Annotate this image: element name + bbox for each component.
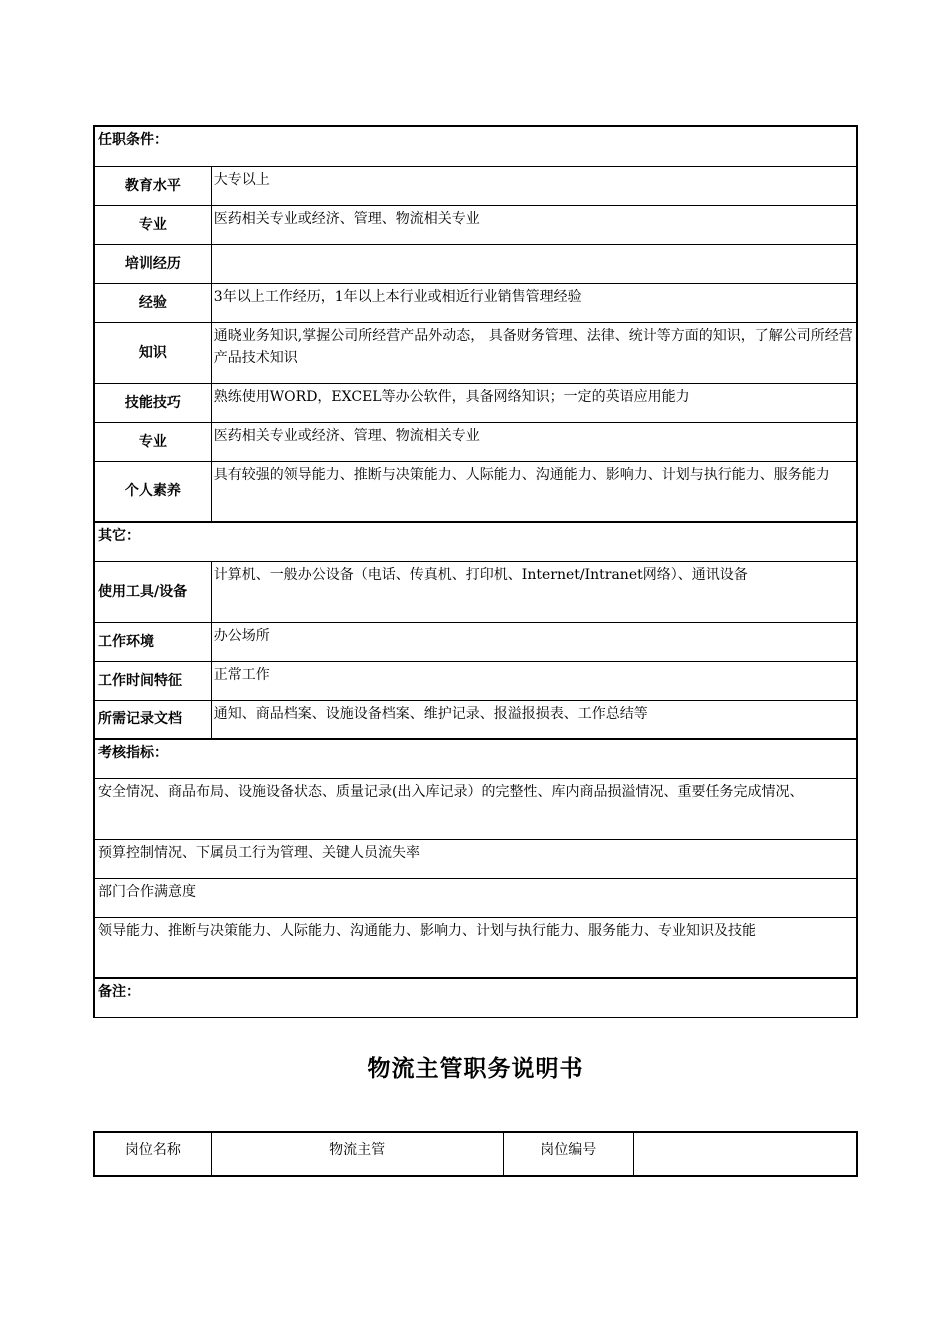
- table-row: [94, 166, 857, 205]
- row-label: 所需记录文档: [94, 700, 211, 739]
- position-code-value: [633, 1132, 857, 1176]
- job-requirements-table: [93, 125, 858, 1018]
- document-title: 物流主管职务说明书: [367, 1056, 584, 1082]
- table-row: [94, 422, 857, 461]
- row-label: 技能技巧: [94, 383, 211, 422]
- section-assessment: [94, 739, 857, 778]
- row-label: 工作环境: [94, 622, 211, 661]
- assessment-item: 安全情况、商品布局、设施设备状态、质量记录(出入库记录）的完整性、库内商品损溢情况、重要任务完成情况、: [94, 778, 857, 839]
- section-remarks: [94, 978, 857, 1017]
- list-item: [94, 917, 857, 978]
- list-item: [94, 778, 857, 839]
- section-header: 任职条件：: [94, 126, 857, 166]
- list-item: [94, 878, 857, 917]
- row-value: 医药相关专业或经济、管理、物流相关专业: [211, 205, 857, 244]
- row-label: 专业: [94, 205, 211, 244]
- position-code-label: 岗位编号: [503, 1132, 633, 1176]
- table-row: [94, 700, 857, 739]
- row-label: 个人素养: [94, 461, 211, 522]
- table-row: [94, 383, 857, 422]
- position-name-label: 岗位名称: [94, 1132, 211, 1176]
- assessment-item: 部门合作满意度: [94, 878, 857, 917]
- table-row: [94, 244, 857, 283]
- table-row: [94, 205, 857, 244]
- row-label: 工作时间特征: [94, 661, 211, 700]
- row-value: 办公场所: [211, 622, 857, 661]
- row-value: 医药相关专业或经济、管理、物流相关专业: [211, 422, 857, 461]
- section-header: 考核指标：: [94, 739, 857, 778]
- row-label: 经验: [94, 283, 211, 322]
- section-header: 备注：: [94, 978, 857, 1017]
- row-value: 计算机、一般办公设备（电话、传真机、打印机、Internet/Intranet网络）、通讯设备: [211, 561, 857, 622]
- row-value: 3年以上工作经历，1年以上本行业或相近行业销售管理经验: [211, 283, 857, 322]
- position-info-table: [93, 1131, 858, 1177]
- row-value: 通晓业务知识,掌握公司所经营产品外动态， 具备财务管理、法律、统计等方面的知识，了解公司所经营产品技术知识: [211, 322, 857, 383]
- assessment-item: 领导能力、推断与决策能力、人际能力、沟通能力、影响力、计划与执行能力、服务能力、专业知识及技能: [94, 917, 857, 978]
- table-row: [94, 561, 857, 622]
- table-row: [94, 622, 857, 661]
- row-value: 熟练使用WORD，EXCEL等办公软件，具备网络知识；一定的英语应用能力: [211, 383, 857, 422]
- table-row: [94, 1132, 857, 1176]
- position-name-value: 物流主管: [211, 1132, 503, 1176]
- row-value: 具有较强的领导能力、推断与决策能力、人际能力、沟通能力、影响力、计划与执行能力、服务能力: [211, 461, 857, 522]
- row-label: 教育水平: [94, 166, 211, 205]
- row-label: 专业: [94, 422, 211, 461]
- row-value: 大专以上: [211, 166, 857, 205]
- section-header: 其它：: [94, 522, 857, 561]
- table-row: [94, 322, 857, 383]
- row-label: 知识: [94, 322, 211, 383]
- section-other: [94, 522, 857, 561]
- assessment-item: 预算控制情况、下属员工行为管理、关键人员流失率: [94, 839, 857, 878]
- row-label: 使用工具/设备: [94, 561, 211, 622]
- table-row: [94, 661, 857, 700]
- table-row: [94, 461, 857, 522]
- list-item: [94, 839, 857, 878]
- row-value: 正常工作: [211, 661, 857, 700]
- row-value: 通知、商品档案、设施设备档案、维护记录、报溢报损表、工作总结等: [211, 700, 857, 739]
- row-label: 培训经历: [94, 244, 211, 283]
- table-row: [94, 283, 857, 322]
- section-conditions: [94, 126, 857, 166]
- row-value: [211, 244, 857, 283]
